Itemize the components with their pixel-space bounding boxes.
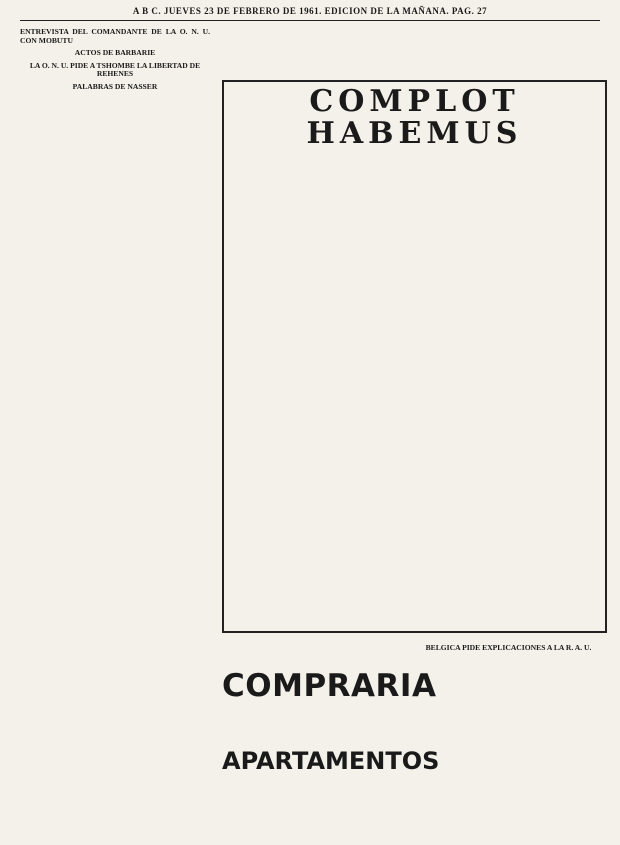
complot-frame <box>222 80 607 633</box>
right-bottom-column <box>410 640 607 840</box>
heading-belgica: BELGICA PIDE EXPLICACIONES A LA R. A. U. <box>425 643 592 652</box>
ad-compraria-text <box>222 708 397 738</box>
complot-left-column <box>232 120 411 625</box>
heading-onu-tshombe: LA O. N. U. PIDE A TSHOMBE LA LIBERTAD DE REHENES <box>29 60 201 79</box>
complot-title: COMPLOT HABEMUS <box>306 84 523 151</box>
page-header: A B C. JUEVES 23 DE FEBRERO DE 1961. EDICION DE LA MAÑANA. PAG. 27 <box>132 6 488 16</box>
complot-right-column <box>418 120 597 625</box>
heading-nasser: PALABRAS DE NASSER <box>72 81 158 91</box>
heading-actos: ACTOS DE BARBARIE <box>74 48 156 58</box>
left-column <box>20 24 210 839</box>
header-rule <box>20 20 600 21</box>
ad-compraria: COMPRARIA <box>222 668 437 704</box>
ad-apartamentos-text <box>222 782 397 837</box>
ad-apartamentos: APARTAMENTOS <box>222 747 440 775</box>
heading-entrevista: ENTREVISTA DEL COMANDANTE DE LA O. N. U. CON MOBUTU <box>20 27 210 45</box>
middle-article <box>222 640 397 664</box>
